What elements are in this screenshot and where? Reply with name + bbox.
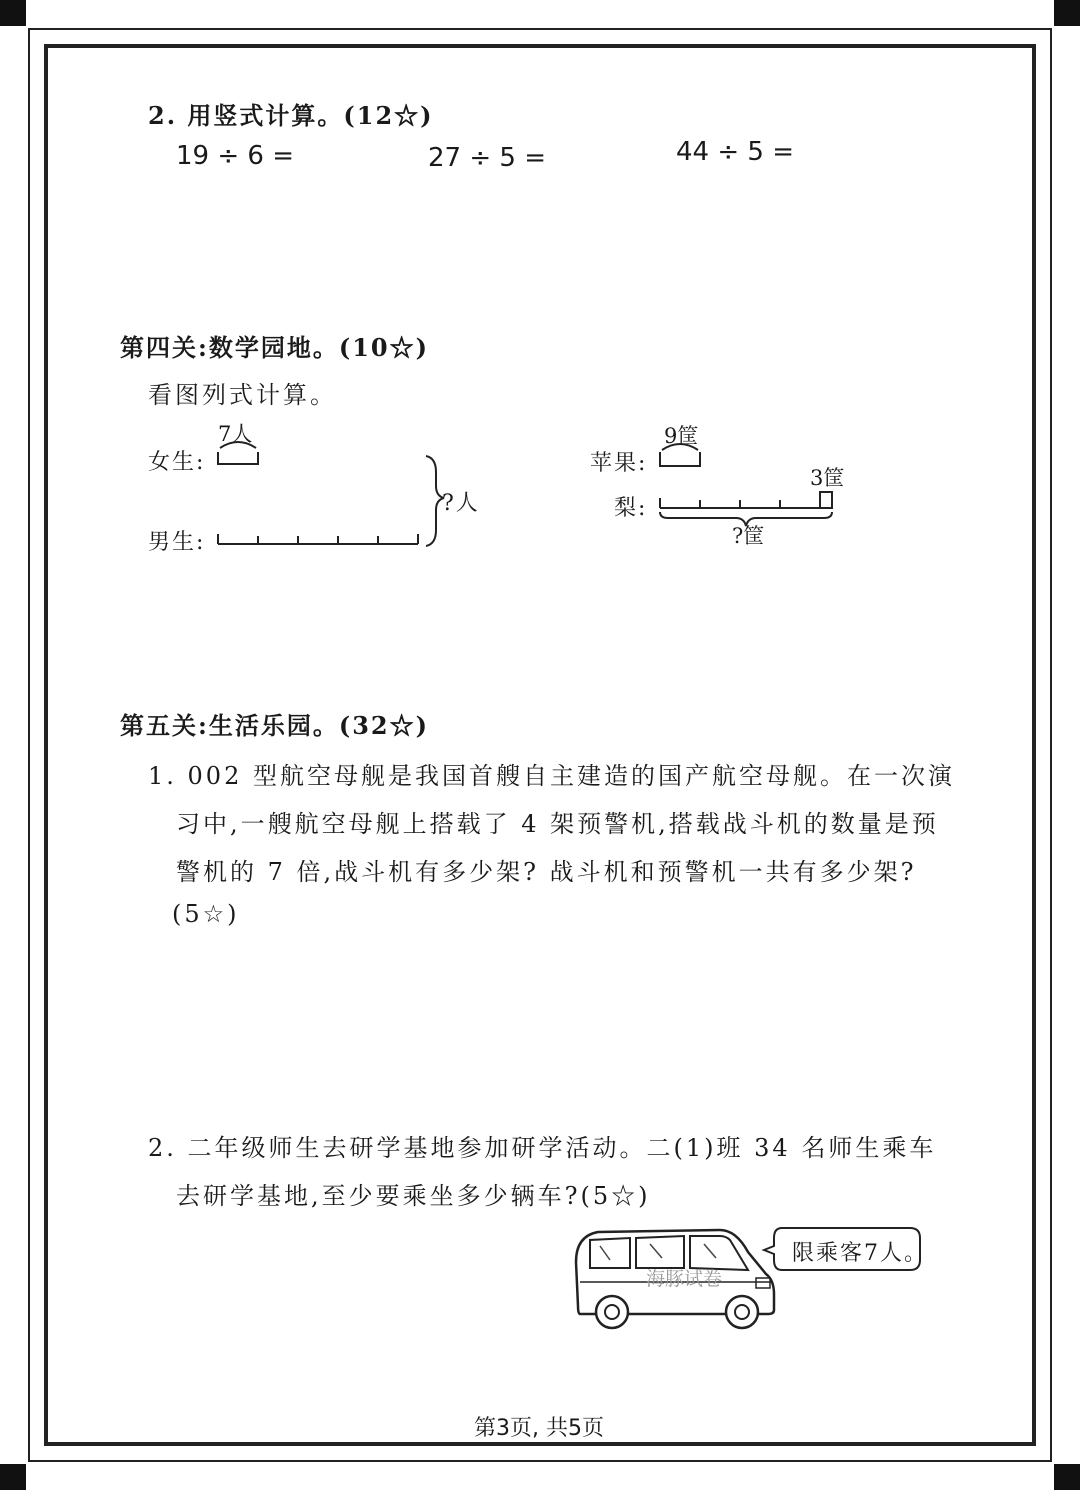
girls-label: 女生:	[148, 450, 206, 475]
problem1-line-1: 1. 002 型航空母舰是我国首艘自主建造的国产航空母舰。在一次演	[148, 762, 955, 790]
section4-instruction: 看图列式计算。	[148, 381, 337, 409]
apples-value-label: 9筐	[664, 424, 699, 448]
problem2-line-1: 2. 二年级师生去研学基地参加研学活动。二(1)班 34 名师生乘车	[148, 1134, 937, 1162]
equation-2: 27 ÷ 5 =	[428, 143, 546, 173]
pears-label: 梨:	[614, 496, 648, 521]
section4-title: 第四关:数学园地。(10☆)	[120, 333, 429, 362]
section5-title: 第五关:生活乐园。(32☆)	[120, 711, 429, 740]
apples-segment	[660, 452, 700, 466]
equation-1: 19 ÷ 6 =	[176, 141, 294, 171]
problem2-line-2: 去研学基地,至少要乘坐多少辆车?(5☆)	[176, 1182, 651, 1210]
pears-question-label: ?筐	[732, 524, 765, 548]
pears-bottom-brace	[660, 512, 832, 526]
speech-bubble-text: 限乘客7人。	[792, 1241, 928, 1266]
pears-extra-box	[820, 492, 832, 508]
page-number: 第3页, 共5页	[474, 1416, 604, 1441]
extra-value-label: 3筐	[810, 466, 845, 490]
problem1-line-3: 警机的 7 倍,战斗机有多少架? 战斗机和预警机一共有多少架?	[176, 858, 917, 886]
q2-title: 2. 用竖式计算。(12☆)	[148, 101, 434, 130]
watermark: 海豚试卷	[646, 1268, 723, 1290]
problem1-line-4: (5☆)	[172, 900, 240, 928]
total-question-label: ?人	[442, 491, 480, 516]
apples-label: 苹果:	[590, 451, 648, 476]
boys-label: 男生:	[148, 530, 206, 555]
equation-3: 44 ÷ 5 =	[676, 137, 794, 167]
problem1-line-2: 习中,一艘航空母舰上搭载了 4 架预警机,搭载战斗机的数量是预	[176, 810, 939, 838]
apples-top-brace	[662, 444, 698, 450]
girls-value-label: 7人	[218, 422, 253, 446]
